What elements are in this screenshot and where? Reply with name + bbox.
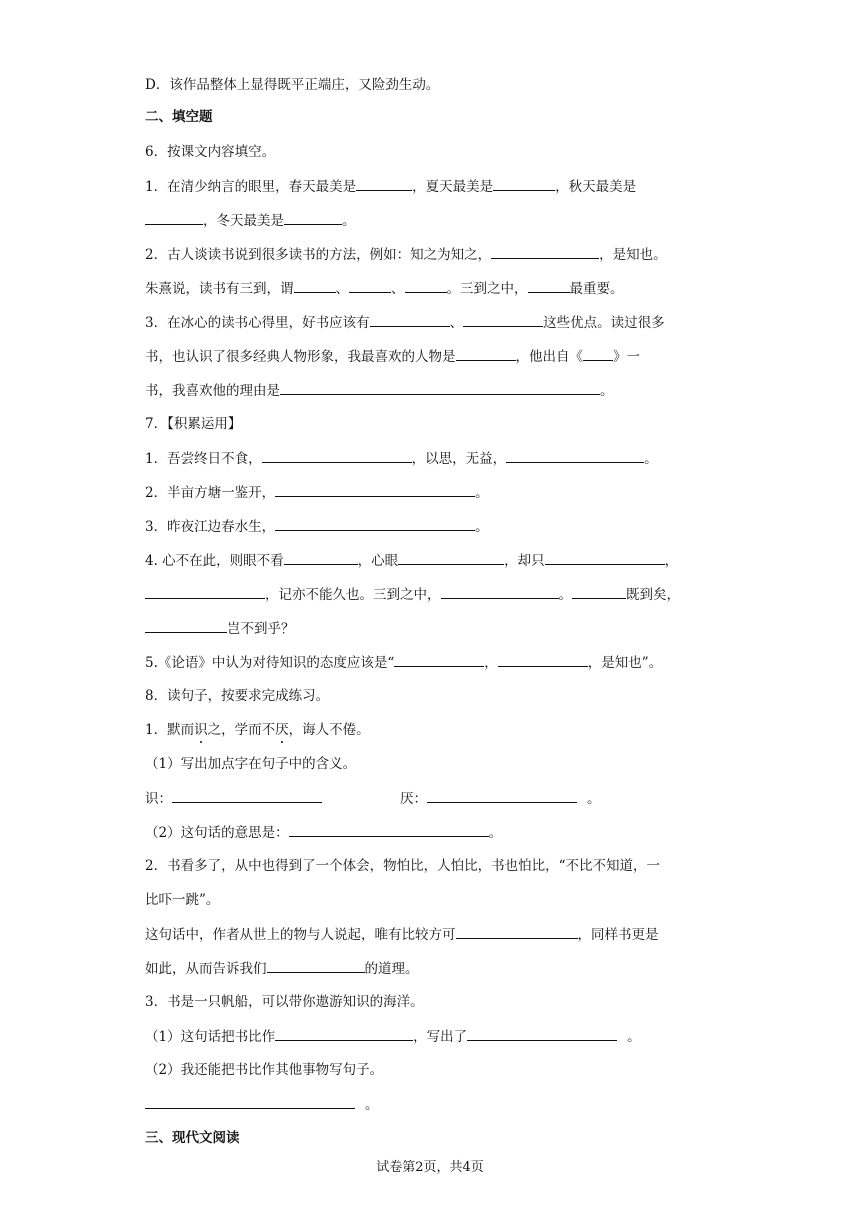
q8-sentence-3-answer: 。 — [145, 1094, 379, 1115]
answer-blank[interactable] — [441, 584, 559, 599]
answer-blank[interactable] — [145, 584, 265, 599]
section-heading-reading: 三、现代文阅读 — [145, 1130, 240, 1146]
option-d: D．该作品整体上显得既平正端庄，又险劲生动。 — [145, 77, 440, 93]
q8-sentence-3: 3．书是一只帆船，可以带你遨游知识的海洋。 — [145, 994, 424, 1010]
answer-blank[interactable] — [493, 176, 555, 191]
answer-blank[interactable] — [583, 346, 613, 361]
q8-sentence-3-sub-1: （1）这句话把书比作 ，写出了 。 — [145, 1026, 641, 1047]
answer-blank[interactable] — [463, 312, 543, 327]
answer-blank[interactable] — [349, 278, 391, 293]
q7-item-2: 2．半亩方塘一鉴开， 。 — [145, 482, 489, 503]
answer-blank[interactable] — [172, 788, 322, 803]
q8-sentence-2: 2．书看多了，从中也得到了一个体会，物怕比，人怕比，书也怕比，“不比不知道，一 — [145, 858, 660, 874]
answer-blank[interactable] — [284, 550, 358, 565]
answer-blank[interactable] — [284, 210, 342, 225]
q6-item-2: 2．古人谈读书说到很多读书的方法，例如：知之为知之， ，是知也。 — [145, 244, 667, 265]
q8-sentence-3-sub-2: （2）我还能把书比作其他事物写句子。 — [145, 1062, 384, 1078]
q6-item-1-cont: ，冬天最美是 。 — [145, 210, 356, 231]
q7-item-3: 3．昨夜江边春水生， 。 — [145, 516, 489, 537]
dotted-char-shi: 识 — [194, 722, 208, 738]
answer-blank[interactable] — [262, 448, 412, 463]
answer-blank[interactable] — [294, 278, 336, 293]
page-footer: 试卷第2页，共4页 — [376, 1160, 484, 1175]
q6-item-3-cont2: 书，我喜欢他的理由是 。 — [145, 380, 614, 401]
answer-blank[interactable] — [572, 584, 626, 599]
q7-item-4-cont: ，记亦不能久也。三到之中， 。 既到矣， — [145, 584, 680, 605]
answer-blank[interactable] — [398, 550, 504, 565]
q7-item-1: 1．吾尝终日不食， ，以思，无益， 。 — [145, 448, 658, 469]
answer-blank[interactable] — [456, 924, 578, 939]
answer-blank[interactable] — [498, 652, 588, 667]
answer-blank[interactable] — [145, 618, 227, 633]
answer-blank[interactable] — [267, 958, 365, 973]
answer-blank[interactable] — [456, 346, 516, 361]
q6-item-2-cont: 朱熹说，读书有三到，谓 、 、 。三到之中， 最重要。 — [145, 278, 624, 299]
question-8: 8．读句子，按要求完成练习。 — [145, 688, 330, 704]
q8-sub-2: （2）这句话的意思是： 。 — [145, 822, 502, 843]
q8-sub-1: （1）写出加点字在句子中的含义。 — [145, 756, 357, 772]
q6-item-3: 3．在冰心的读书心得里，好书应该有 、 这些优点。读过很多 — [145, 312, 665, 333]
answer-blank[interactable] — [275, 516, 475, 531]
q7-item-4-cont2: 岂不到乎？ — [145, 618, 295, 639]
answer-blank[interactable] — [528, 278, 570, 293]
question-7: 7．【积累运用】 — [145, 416, 242, 432]
q8-sentence-1: 1．默而识之，学而不厌，诲人不倦。 — [145, 722, 370, 738]
answer-blank[interactable] — [280, 380, 600, 395]
q6-item-3-cont: 书，也认识了很多经典人物形象，我最喜欢的人物是 ，他出自《 》一 — [145, 346, 640, 367]
answer-blank[interactable] — [356, 176, 412, 191]
answer-blank[interactable] — [427, 788, 577, 803]
question-6: 6．按课文内容填空。 — [145, 144, 276, 160]
answer-blank[interactable] — [405, 278, 447, 293]
answer-blank[interactable] — [545, 550, 665, 565]
dotted-char-yan: 厌 — [275, 722, 289, 738]
q8-sentence-2-cont: 比吓一跳”。 — [145, 892, 220, 908]
answer-blank[interactable] — [275, 1026, 413, 1041]
section-heading-fill-blank: 二、填空题 — [145, 109, 213, 125]
answer-blank[interactable] — [506, 448, 644, 463]
q8-sentence-2-q: 这句话中，作者从世上的物与人说起，唯有比较方可 ，同样书更是 — [145, 924, 659, 945]
answer-blank[interactable] — [275, 482, 475, 497]
q7-item-4: 4. 心不在此，则眼不看 ，心眼 ，却只 ， — [145, 550, 678, 571]
answer-blank[interactable] — [370, 312, 450, 327]
answer-blank[interactable] — [289, 822, 489, 837]
answer-blank[interactable] — [491, 244, 599, 259]
answer-blank[interactable] — [467, 1026, 617, 1041]
answer-blank[interactable] — [394, 652, 484, 667]
q8-sub-1-answers: 识： 厌： 。 — [145, 788, 601, 809]
q6-item-1: 1．在清少纳言的眼里，春天最美是 ，夏天最美是 ，秋天最美是 — [145, 176, 636, 197]
q8-sentence-2-q-cont: 如此，从而告诉我们 的道理。 — [145, 958, 419, 979]
answer-blank[interactable] — [145, 1094, 355, 1109]
answer-blank[interactable] — [145, 210, 203, 225]
q7-item-5: 5.《论语》中认为对待知识的态度应该是“ ， ，是知也”。 — [145, 652, 662, 673]
